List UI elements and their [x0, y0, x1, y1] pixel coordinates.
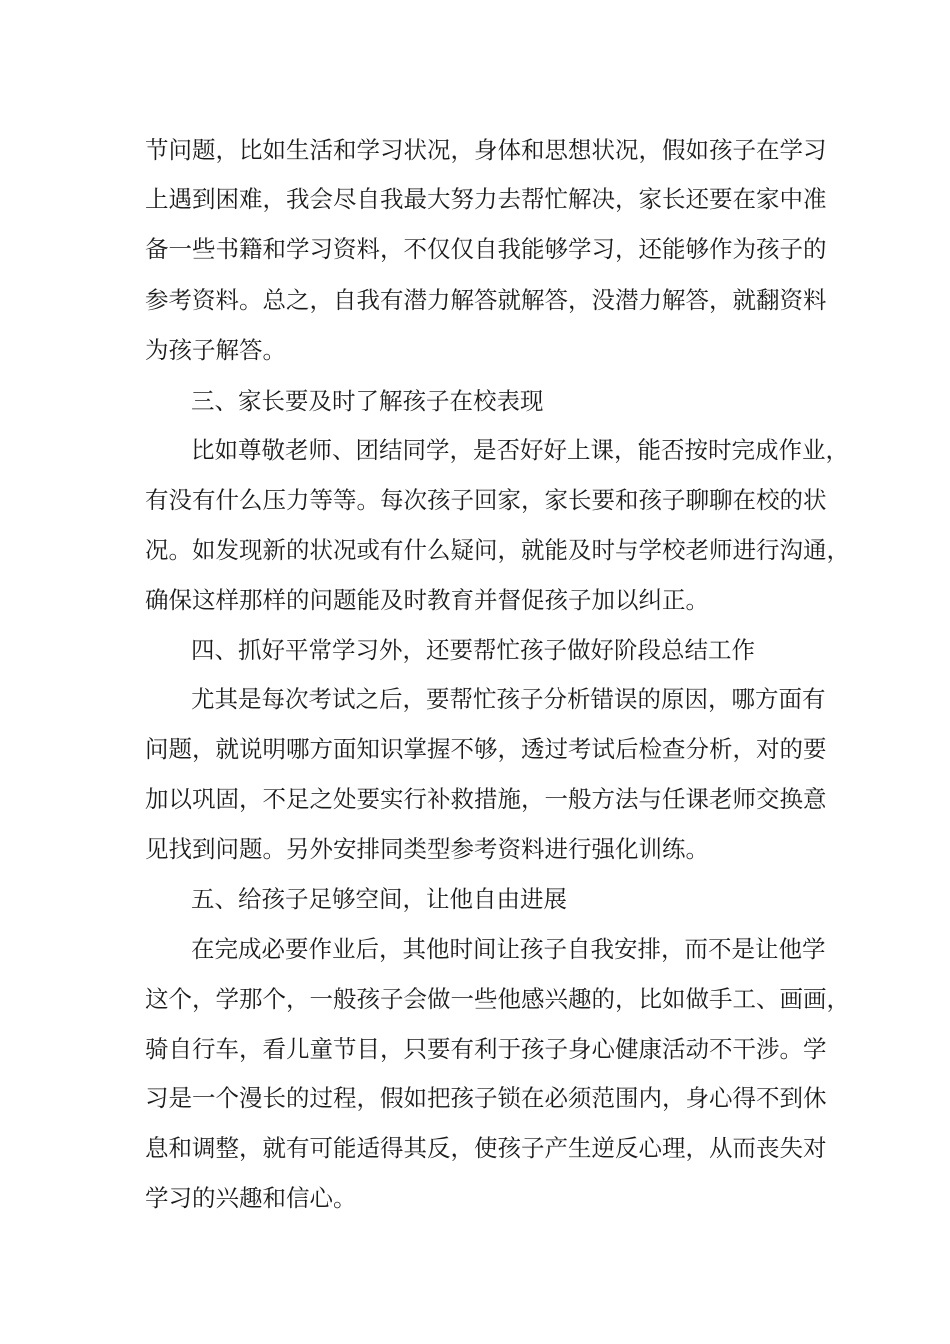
- body-text-line: 备一些书籍和学习资料，不仅仅自我能够学习，还能够作为孩子的: [145, 235, 827, 263]
- body-text-line: 这个，学那个，一般孩子会做一些他感兴趣的，比如做手工、画画，: [145, 985, 850, 1013]
- body-text-line: 尤其是每次考试之后，要帮忙孩子分析错误的原因，哪方面有: [191, 685, 826, 713]
- body-text-line: 参考资料。总之，自我有潜力解答就解答，没潜力解答，就翻资料: [145, 286, 827, 314]
- body-text-line: 骑自行车，看儿童节目，只要有利于孩子身心健康活动不干涉。学: [145, 1035, 827, 1063]
- body-text-line: 见找到问题。另外安排同类型参考资料进行强化训练。: [145, 835, 709, 863]
- body-text-line: 确保这样那样的问题能及时教育并督促孩子加以纠正。: [145, 586, 709, 614]
- body-text-line: 为孩子解答。: [145, 336, 286, 364]
- body-text-line: 习是一个漫长的过程，假如把孩子锁在必须范围内，身心得不到休: [145, 1084, 827, 1112]
- body-text-line: 在完成必要作业后，其他时间让孩子自我安排，而不是让他学: [191, 935, 826, 963]
- body-text-line: 比如尊敬老师、团结同学，是否好好上课，能否按时完成作业，: [191, 436, 849, 464]
- body-text-line: 有没有什么压力等等。每次孩子回家，家长要和孩子聊聊在校的状: [145, 486, 827, 514]
- section-heading: 五、给孩子足够空间，让他自由进展: [191, 885, 567, 913]
- body-text-line: 加以巩固，不足之处要实行补救措施，一般方法与任课老师交换意: [145, 785, 827, 813]
- body-text-line: 问题，就说明哪方面知识掌握不够，透过考试后检查分析，对的要: [145, 735, 827, 763]
- section-heading: 三、家长要及时了解孩子在校表现: [191, 387, 544, 415]
- body-text-line: 况。如发现新的状况或有什么疑问，就能及时与学校老师进行沟通，: [145, 536, 850, 564]
- body-text-line: 节问题，比如生活和学习状况，身体和思想状况，假如孩子在学习: [145, 136, 827, 164]
- body-text-line: 上遇到困难，我会尽自我最大努力去帮忙解决，家长还要在家中准: [145, 185, 827, 213]
- section-heading: 四、抓好平常学习外，还要帮忙孩子做好阶段总结工作: [191, 636, 755, 664]
- body-text-line: 息和调整，就有可能适得其反，使孩子产生逆反心理，从而丧失对: [145, 1134, 827, 1162]
- body-text-line: 学习的兴趣和信心。: [145, 1184, 357, 1212]
